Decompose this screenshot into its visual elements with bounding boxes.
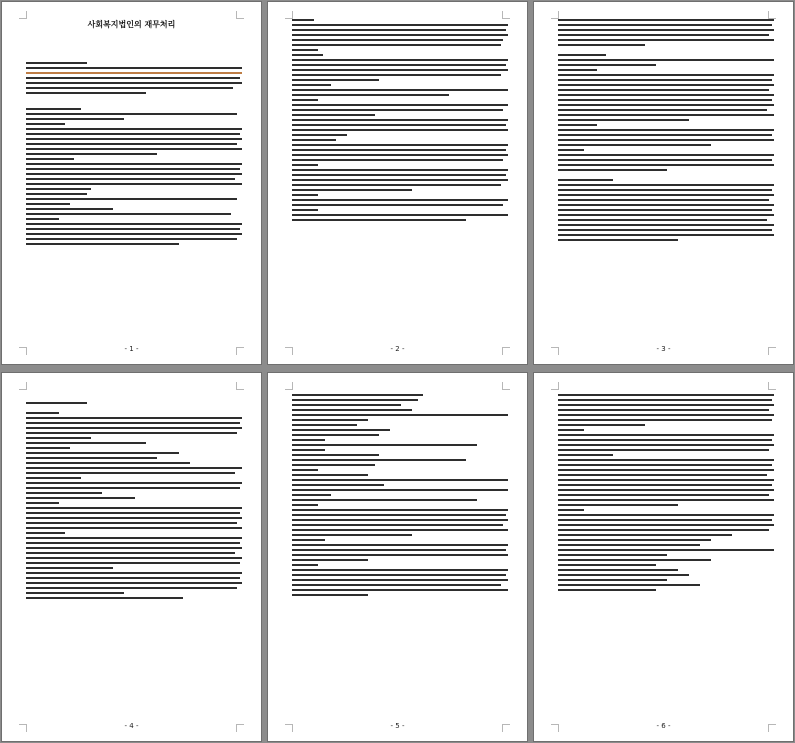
document-page-2[interactable] bbox=[267, 1, 528, 365]
page-number: - 5 - bbox=[390, 722, 405, 730]
page-corner-mark bbox=[19, 382, 27, 390]
page-number: - 6 - bbox=[656, 722, 671, 730]
document-page-4[interactable] bbox=[1, 372, 262, 742]
page-number: - 3 - bbox=[656, 345, 671, 353]
page-body-text bbox=[558, 394, 776, 594]
document-page-3[interactable] bbox=[533, 1, 794, 365]
page-number: - 4 - bbox=[124, 722, 139, 730]
page-corner-mark bbox=[768, 382, 776, 390]
document-page-1[interactable] bbox=[1, 1, 262, 365]
document-title: 사회복지법인의 재무처리 bbox=[87, 19, 176, 29]
page-corner-mark bbox=[19, 11, 27, 19]
page-body-text bbox=[558, 19, 776, 244]
page-corner-mark bbox=[502, 11, 510, 19]
page-corner-mark bbox=[236, 382, 244, 390]
page-body-text bbox=[292, 394, 510, 599]
page-body-text bbox=[26, 56, 244, 248]
page-corner-mark bbox=[285, 382, 293, 390]
page-body-text bbox=[26, 402, 244, 602]
document-page-6[interactable] bbox=[533, 372, 794, 742]
page-corner-mark bbox=[551, 11, 559, 19]
page-number: - 1 - bbox=[124, 345, 139, 353]
page-corner-mark bbox=[502, 382, 510, 390]
page-number: - 2 - bbox=[390, 345, 405, 353]
page-corner-mark bbox=[768, 11, 776, 19]
page-corner-mark bbox=[236, 11, 244, 19]
page-body-text bbox=[292, 19, 510, 224]
page-corner-mark bbox=[285, 11, 293, 19]
document-page-5[interactable] bbox=[267, 372, 528, 742]
page-corner-mark bbox=[551, 382, 559, 390]
